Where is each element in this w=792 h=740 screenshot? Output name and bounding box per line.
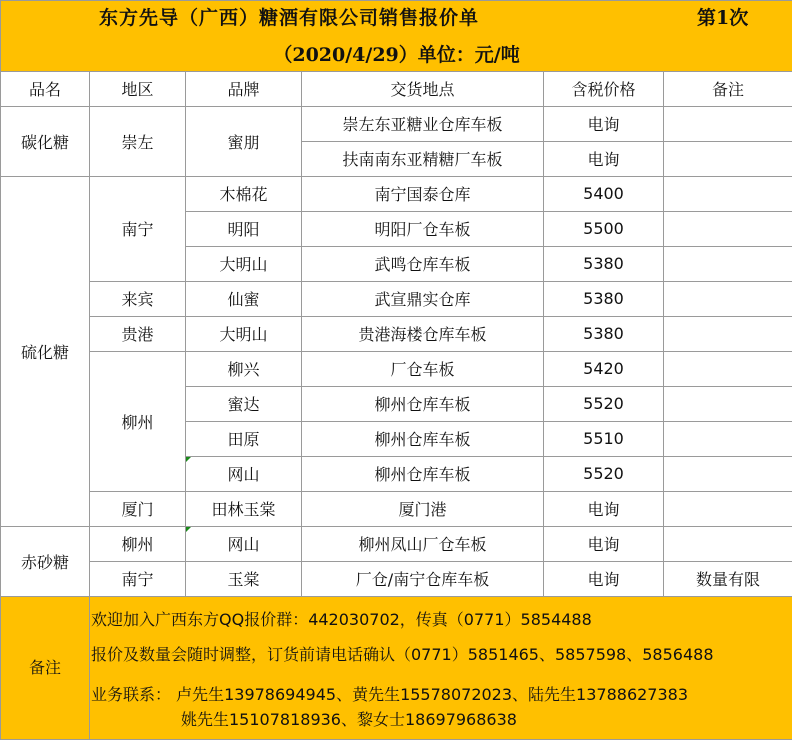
price-cell: 5380 — [544, 281, 664, 316]
region-cell: 贵港 — [90, 316, 186, 351]
notes-row — [1, 596, 792, 739]
brand-cell: 蜜达 — [186, 386, 302, 421]
location-cell: 柳州仓库车板 — [302, 386, 544, 421]
brand-cell: 木棉花 — [186, 176, 302, 211]
product-cell: 赤砂糖 — [1, 526, 90, 596]
price-cell: 5380 — [544, 316, 664, 351]
note-cell — [664, 491, 792, 526]
price-cell: 5380 — [544, 246, 664, 281]
location-cell: 贵港海楼仓库车板 — [302, 316, 544, 351]
comment-marker — [186, 457, 191, 462]
price-cell: 5520 — [544, 456, 664, 491]
notes-block — [1, 597, 792, 739]
table-row — [1, 316, 792, 351]
notes-cell — [1, 596, 792, 739]
location-cell: 柳州仓库车板 — [302, 456, 544, 491]
region-cell: 来宾 — [90, 281, 186, 316]
header-region: 地区 — [90, 71, 186, 106]
brand-text: 网山 — [227, 535, 259, 554]
region-cell: 崇左 — [90, 106, 186, 176]
region-cell: 南宁 — [90, 176, 186, 281]
brand-cell: 明阳 — [186, 211, 302, 246]
header-price: 含税价格 — [544, 71, 664, 106]
note-cell: 数量有限 — [664, 561, 792, 596]
notes-line-sales-contacts: 业务联系： 卢先生13978694945、黄先生15578072023、陆先生13788627383 — [91, 682, 688, 705]
subtitle-row — [1, 36, 792, 71]
brand-cell — [186, 526, 302, 561]
location-cell: 厂仓/南宁仓库车板 — [302, 561, 544, 596]
header-product: 品名 — [1, 71, 90, 106]
note-cell — [664, 246, 792, 281]
product-cell: 碳化糖 — [1, 106, 90, 176]
note-cell — [664, 211, 792, 246]
location-cell: 明阳厂仓车板 — [302, 211, 544, 246]
title-row — [1, 1, 792, 37]
region-cell: 柳州 — [90, 351, 186, 491]
table-row — [1, 106, 792, 141]
header-location: 交货地点 — [302, 71, 544, 106]
price-cell: 5520 — [544, 386, 664, 421]
brand-cell: 大明山 — [186, 246, 302, 281]
price-cell: 5500 — [544, 211, 664, 246]
brand-cell: 田原 — [186, 421, 302, 456]
note-cell — [664, 316, 792, 351]
brand-cell — [186, 456, 302, 491]
note-cell — [664, 141, 792, 176]
brand-text: 网山 — [227, 465, 259, 484]
location-cell: 武宣鼎实仓库 — [302, 281, 544, 316]
region-cell: 南宁 — [90, 561, 186, 596]
location-cell: 厦门港 — [302, 491, 544, 526]
notes-line-price-notice: 报价及数量会随时调整，订货前请电话确认（0771）5851465、5857598、5856488 — [91, 642, 714, 665]
location-cell: 崇左东亚糖业仓库车板 — [302, 106, 544, 141]
brand-cell: 蜜朋 — [186, 106, 302, 176]
note-cell — [664, 456, 792, 491]
notes-line-sales-contacts-2: 姚先生15107818936、黎女士18697968638 — [181, 707, 517, 730]
title-cell — [1, 1, 792, 37]
brand-cell: 柳兴 — [186, 351, 302, 386]
header-row — [1, 71, 792, 106]
note-cell — [664, 526, 792, 561]
header-note: 备注 — [664, 71, 792, 106]
location-cell: 柳州仓库车板 — [302, 421, 544, 456]
location-cell: 扶南南东亚精糖厂车板 — [302, 141, 544, 176]
table-row — [1, 176, 792, 211]
note-cell — [664, 386, 792, 421]
region-cell: 柳州 — [90, 526, 186, 561]
location-cell: 柳州凤山厂仓车板 — [302, 526, 544, 561]
location-cell: 南宁国泰仓库 — [302, 176, 544, 211]
product-cell: 硫化糖 — [1, 176, 90, 526]
price-cell: 5400 — [544, 176, 664, 211]
price-cell: 电询 — [544, 526, 664, 561]
table-row — [1, 561, 792, 596]
edition-label: 第1次 — [697, 1, 748, 36]
note-cell — [664, 281, 792, 316]
note-cell — [664, 106, 792, 141]
location-cell: 武鸣仓库车板 — [302, 246, 544, 281]
comment-marker — [186, 527, 191, 532]
notes-divider — [89, 597, 90, 739]
brand-cell: 玉棠 — [186, 561, 302, 596]
table-row — [1, 281, 792, 316]
table-row — [1, 526, 792, 561]
note-cell — [664, 421, 792, 456]
table-row — [1, 491, 792, 526]
location-cell: 厂仓车板 — [302, 351, 544, 386]
price-cell: 电询 — [544, 491, 664, 526]
brand-cell: 田林玉棠 — [186, 491, 302, 526]
notes-label: 备注 — [1, 597, 89, 739]
sheet-subtitle: （2020/4/29）单位：元/吨 — [1, 36, 792, 71]
notes-line-contact-group: 欢迎加入广西东方QQ报价群：442030702，传真（0771）5854488 — [91, 607, 592, 630]
price-cell: 5510 — [544, 421, 664, 456]
region-cell: 厦门 — [90, 491, 186, 526]
table-row — [1, 351, 792, 386]
brand-cell: 仙蜜 — [186, 281, 302, 316]
brand-cell: 大明山 — [186, 316, 302, 351]
price-cell: 电询 — [544, 561, 664, 596]
note-cell — [664, 176, 792, 211]
sheet-title: 东方先导（广西）糖酒有限公司销售报价单 — [99, 1, 479, 36]
price-cell: 电询 — [544, 106, 664, 141]
price-cell: 5420 — [544, 351, 664, 386]
price-cell: 电询 — [544, 141, 664, 176]
header-brand: 品牌 — [186, 71, 302, 106]
note-cell — [664, 351, 792, 386]
